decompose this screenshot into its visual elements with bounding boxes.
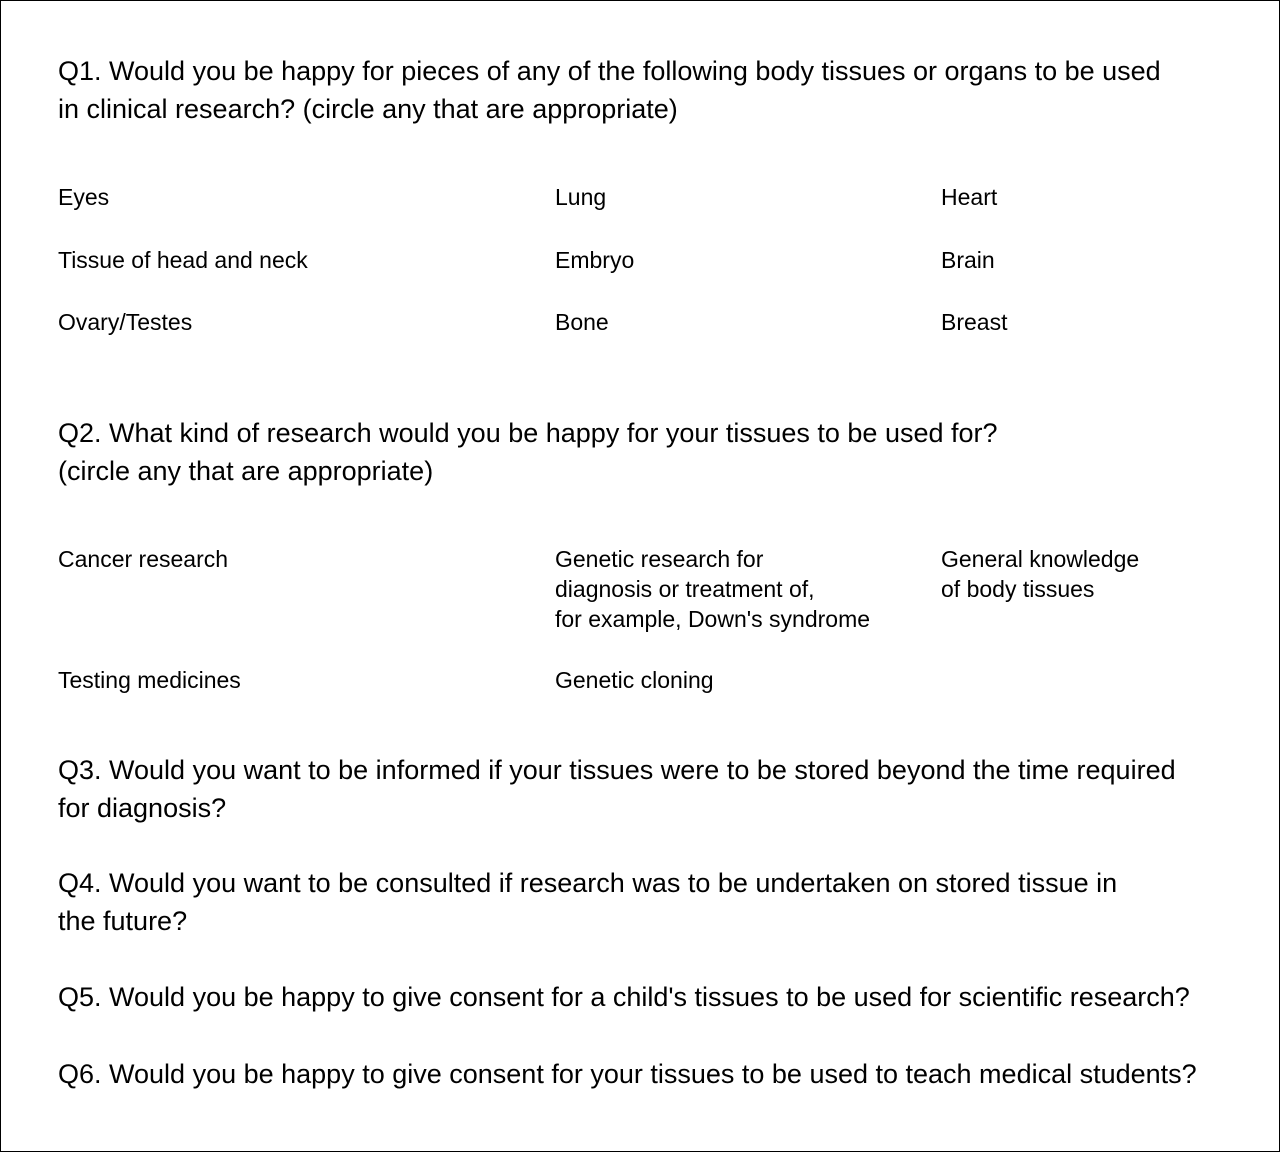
q2-text-line2: (circle any that are appropriate) — [58, 456, 434, 486]
q2-option-general-knowledge[interactable]: General knowledge of body tissues — [941, 546, 1140, 602]
q1-text-line1: Q1. Would you be happy for pieces of any of the following body tissues or organs to be used — [58, 56, 1161, 86]
q1-option-brain[interactable]: Brain — [941, 247, 995, 273]
q1-option-embryo[interactable]: Embryo — [555, 247, 635, 273]
q3-text-line2: for diagnosis? — [58, 793, 227, 823]
q5-text: Q5. Would you be happy to give consent for a child's tissues to be used for scientific research? — [58, 982, 1190, 1012]
q6-text: Q6. Would you be happy to give consent for your tissues to be used to teach medical students? — [58, 1059, 1197, 1089]
q2-option-testing-medicines[interactable]: Testing medicines — [58, 667, 241, 693]
q1-option-breast[interactable]: Breast — [941, 309, 1008, 335]
q2-option-genetic-research[interactable]: Genetic research for diagnosis or treatment of, for example, Down's syndrome — [555, 546, 871, 632]
q3-text-line1: Q3. Would you want to be informed if your tissues were to be stored beyond the time required — [58, 755, 1176, 785]
q1-option-eyes[interactable]: Eyes — [58, 184, 110, 210]
q1-option-head-neck[interactable]: Tissue of head and neck — [58, 247, 308, 273]
q2-text-line1: Q2. What kind of research would you be happy for your tissues to be used for? — [58, 418, 998, 448]
q1-option-bone[interactable]: Bone — [555, 309, 609, 335]
q2-option-cancer-research[interactable]: Cancer research — [58, 546, 229, 572]
q4-text-line2: the future? — [58, 906, 188, 936]
q1-option-heart[interactable]: Heart — [941, 184, 998, 210]
q2-option-genetic-cloning[interactable]: Genetic cloning — [555, 667, 714, 693]
q1-text-line2: in clinical research? (circle any that are appropriate) — [58, 94, 678, 124]
q1-option-ovary-testes[interactable]: Ovary/Testes — [58, 309, 193, 335]
q4-text-line1: Q4. Would you want to be consulted if research was to be undertaken on stored tissue in — [58, 868, 1118, 898]
q1-option-lung[interactable]: Lung — [555, 184, 607, 210]
